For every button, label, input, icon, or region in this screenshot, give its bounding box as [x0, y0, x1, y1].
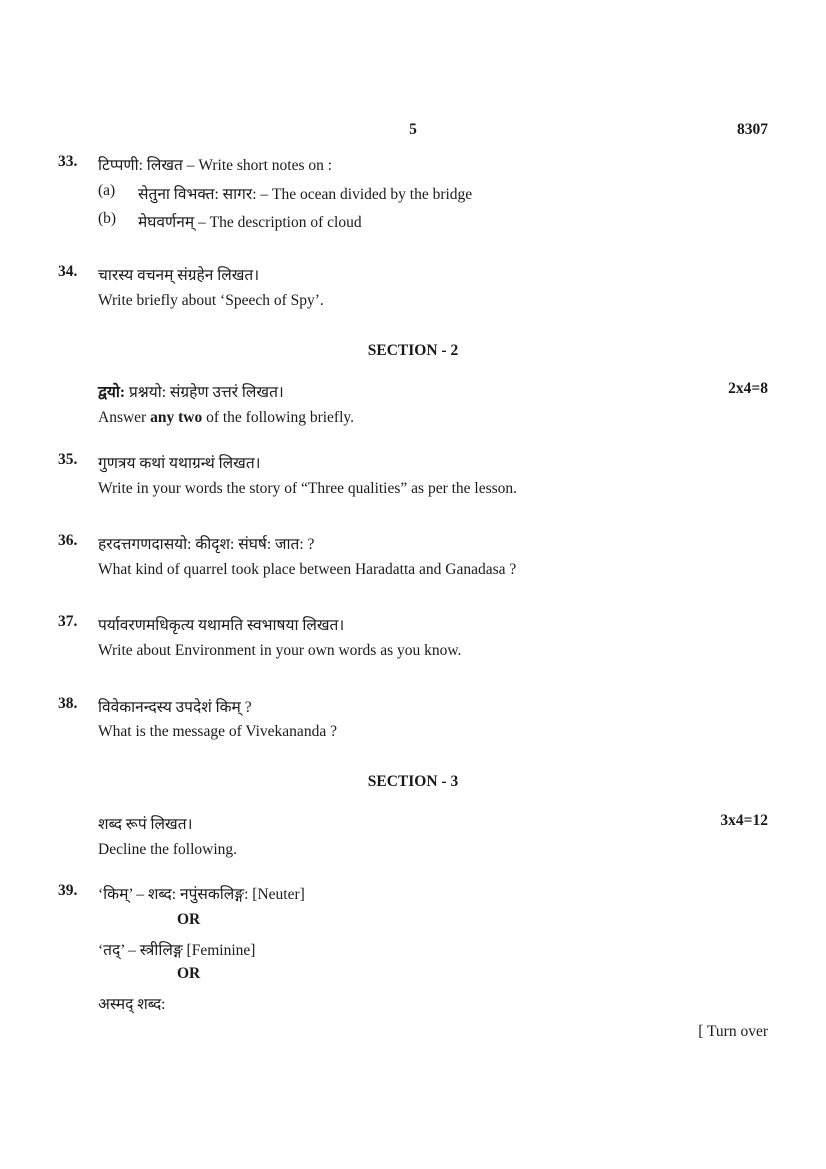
q33-sanskrit: टिप्पणी: लिखत: [98, 157, 183, 174]
q33-a-sanskrit: सेतुना विभक्त: सागर:: [138, 186, 257, 203]
q39-option-2: ‘तद्’ – स्त्रीलिङ्ग [Feminine]: [98, 942, 256, 959]
question-number-33: 33.: [58, 153, 78, 170]
section-2-instruction-sanskrit: [98, 380, 284, 402]
question-33-text: [98, 153, 332, 175]
q33-a-text: [138, 182, 472, 204]
q33-b-sanskrit: मेघवर्णनम्: [138, 214, 195, 231]
section-2-instruction-post: of the following briefly.: [206, 409, 355, 426]
q39-or-2: OR: [177, 965, 201, 982]
q33-b-text: [138, 210, 362, 232]
section-3-instruction-english: Decline the following.: [98, 841, 238, 858]
turn-over-note: [ Turn over: [698, 1023, 768, 1040]
question-number-37: 37.: [58, 613, 78, 630]
question-number-35: 35.: [58, 451, 78, 468]
page-number: 5: [409, 121, 417, 138]
section-2-instruction-emphasis: any two: [150, 409, 203, 426]
question-number-39: 39.: [58, 882, 78, 899]
question-number-34: 34.: [58, 263, 78, 280]
q38-sanskrit: विवेकानन्दस्य उपदेशं किम् ?: [98, 699, 252, 716]
section-3-title: SECTION - 3: [367, 773, 459, 790]
q35-sanskrit: गुणत्रय कथां यथाग्रन्थं लिखत।: [98, 455, 261, 472]
q34-sanskrit: चारस्य वचनम् संग्रहेन लिखत।: [98, 267, 260, 284]
q33-english: Write short notes on :: [198, 157, 333, 174]
section-2-title: SECTION - 2: [367, 342, 459, 359]
q39-option-1: ‘किम्’ – शब्द: नपुंसकलिङ्ग: [Neuter]: [98, 886, 305, 903]
section-2-marks: 2x4=8: [728, 380, 768, 397]
q37-sanskrit: पर्यावरणमधिकृत्य यथामति स्वभाषया लिखत।: [98, 617, 345, 634]
section-3-instruction-sanskrit: शब्द रूपं लिखत।: [98, 816, 193, 833]
paper-code: 8307: [737, 121, 768, 138]
question-number-36: 36.: [58, 532, 78, 549]
q37-english: Write about Environment in your own words as you know.: [98, 642, 462, 659]
q38-english: What is the message of Vivekananda ?: [98, 723, 337, 740]
section-2-instruction-bold: द्वयो:: [98, 384, 126, 401]
q35-english: Write in your words the story of “Three qualities” as per the lesson.: [98, 480, 518, 497]
section-2-instruction-english: [98, 409, 354, 427]
q36-english: What kind of quarrel took place between Haradatta and Ganadasa ?: [98, 561, 517, 578]
q33-a-english: – The ocean divided by the bridge: [260, 186, 473, 203]
q33-dash: –: [186, 157, 195, 174]
q33-a-label: (a): [98, 182, 116, 199]
q33-b-label: (b): [98, 210, 117, 227]
question-number-38: 38.: [58, 695, 78, 712]
section-3-marks: 3x4=12: [720, 812, 768, 829]
q39-or-1: OR: [177, 911, 201, 928]
q34-english: Write briefly about ‘Speech of Spy’.: [98, 292, 324, 309]
q39-option-3: अस्मद् शब्द:: [98, 996, 166, 1013]
q36-sanskrit: हरदत्तगणदासयो: कीदृश: संघर्ष: जात: ?: [98, 536, 315, 553]
section-2-instruction-pre: Answer: [98, 409, 147, 426]
q33-b-english: – The description of cloud: [198, 214, 362, 231]
section-2-instruction-rest: प्रश्नयो: संग्रहेण उत्तरं लिखत।: [128, 384, 284, 401]
